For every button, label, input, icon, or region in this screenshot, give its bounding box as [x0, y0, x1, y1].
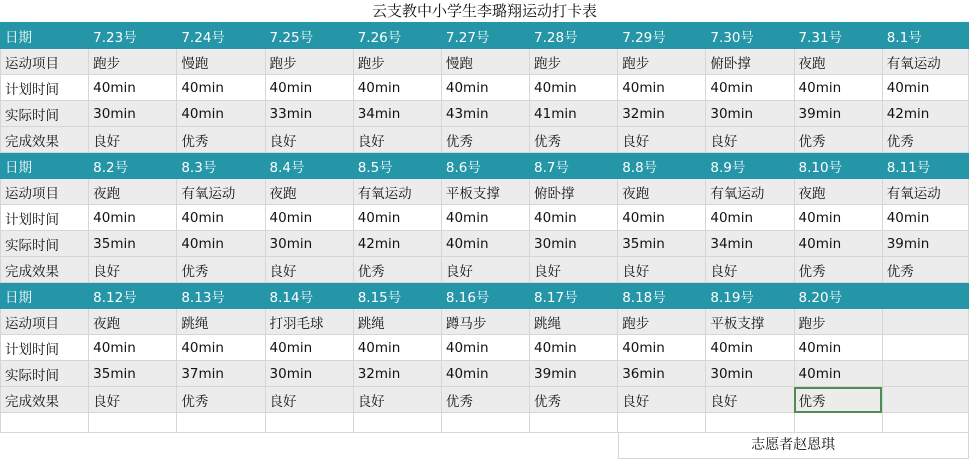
- effect-cell[interactable]: 优秀: [177, 257, 265, 283]
- planned-cell[interactable]: 40min: [353, 75, 441, 101]
- effect-cell[interactable]: 良好: [618, 387, 706, 413]
- header-date-cell[interactable]: 7.30号: [706, 23, 794, 49]
- planned-cell[interactable]: 40min: [530, 75, 618, 101]
- effect-cell-empty[interactable]: [882, 387, 968, 413]
- actual-cell[interactable]: 36min: [618, 361, 706, 387]
- item-cell[interactable]: 俯卧撑: [706, 49, 794, 75]
- table-row: [1, 75, 969, 101]
- table-row: [1, 309, 969, 335]
- effect-cell[interactable]: 优秀: [441, 387, 529, 413]
- actual-cell[interactable]: 30min: [265, 231, 353, 257]
- item-cell[interactable]: 跑步: [265, 49, 353, 75]
- table-row: [1, 335, 969, 361]
- actual-cell[interactable]: 42min: [353, 231, 441, 257]
- table-row: [1, 49, 969, 75]
- actual-cell[interactable]: 40min: [441, 231, 529, 257]
- planned-cell[interactable]: 40min: [706, 75, 794, 101]
- actual-cell[interactable]: 35min: [618, 231, 706, 257]
- item-cell[interactable]: 有氧运动: [882, 179, 968, 205]
- planned-cell[interactable]: 40min: [530, 335, 618, 361]
- header-date-cell-empty[interactable]: [882, 283, 968, 309]
- planned-cell[interactable]: 40min: [353, 335, 441, 361]
- row-label-actual: 实际时间: [1, 101, 89, 127]
- spacer-cell: [353, 433, 441, 459]
- table-header-row: [1, 283, 969, 309]
- effect-cell[interactable]: 良好: [530, 257, 618, 283]
- actual-cell[interactable]: 30min: [89, 101, 177, 127]
- item-cell[interactable]: 有氧运动: [882, 49, 968, 75]
- header-date-cell[interactable]: 8.7号: [530, 153, 618, 179]
- item-cell[interactable]: 跳绳: [177, 309, 265, 335]
- item-cell[interactable]: 跑步: [530, 49, 618, 75]
- actual-cell[interactable]: 30min: [265, 361, 353, 387]
- header-date-cell[interactable]: 7.24号: [177, 23, 265, 49]
- planned-cell[interactable]: 40min: [177, 205, 265, 231]
- table-header-row: [1, 153, 969, 179]
- header-date-cell[interactable]: 7.23号: [89, 23, 177, 49]
- actual-cell[interactable]: 40min: [177, 101, 265, 127]
- header-date-cell[interactable]: 8.18号: [618, 283, 706, 309]
- row-label-actual: 实际时间: [1, 361, 89, 387]
- actual-cell[interactable]: 39min: [794, 101, 882, 127]
- planned-cell[interactable]: 40min: [89, 205, 177, 231]
- spacer-cell: [177, 433, 265, 459]
- effect-cell[interactable]: 良好: [265, 127, 353, 153]
- header-date-cell[interactable]: 7.26号: [353, 23, 441, 49]
- item-cell[interactable]: 夜跑: [794, 179, 882, 205]
- planned-cell[interactable]: 40min: [530, 205, 618, 231]
- row-label-date: 日期: [1, 283, 89, 309]
- table-row: [1, 361, 969, 387]
- actual-cell[interactable]: 30min: [706, 361, 794, 387]
- effect-cell[interactable]: 优秀: [530, 387, 618, 413]
- effect-cell[interactable]: 优秀: [441, 127, 529, 153]
- header-date-cell[interactable]: 8.10号: [794, 153, 882, 179]
- actual-cell[interactable]: 40min: [441, 361, 529, 387]
- planned-cell[interactable]: 40min: [618, 75, 706, 101]
- header-date-cell[interactable]: 7.25号: [265, 23, 353, 49]
- planned-cell[interactable]: 40min: [618, 205, 706, 231]
- row-label-effect: 完成效果: [1, 387, 89, 413]
- signature-row: [1, 433, 969, 459]
- effect-cell[interactable]: 良好: [353, 387, 441, 413]
- header-date-cell[interactable]: 8.14号: [265, 283, 353, 309]
- actual-cell[interactable]: 40min: [794, 361, 882, 387]
- effect-cell[interactable]: 优秀: [177, 387, 265, 413]
- effect-cell[interactable]: 优秀: [794, 257, 882, 283]
- volunteer-signature[interactable]: 志愿者赵恩琪: [618, 433, 969, 459]
- row-label-planned: 计划时间: [1, 75, 89, 101]
- planned-cell[interactable]: 40min: [265, 205, 353, 231]
- actual-cell[interactable]: 35min: [89, 361, 177, 387]
- item-cell[interactable]: 平板支撑: [706, 309, 794, 335]
- planned-cell[interactable]: 40min: [177, 335, 265, 361]
- item-cell[interactable]: 有氧运动: [706, 179, 794, 205]
- table-row: [1, 205, 969, 231]
- planned-cell[interactable]: 40min: [882, 75, 968, 101]
- row-label-planned: 计划时间: [1, 205, 89, 231]
- item-cell[interactable]: 跑步: [794, 309, 882, 335]
- actual-cell[interactable]: 32min: [618, 101, 706, 127]
- actual-cell[interactable]: 34min: [706, 231, 794, 257]
- table-row: [1, 231, 969, 257]
- actual-cell[interactable]: 33min: [265, 101, 353, 127]
- row-label-date: 日期: [1, 153, 89, 179]
- header-date-cell[interactable]: 8.4号: [265, 153, 353, 179]
- header-date-cell[interactable]: 8.1号: [882, 23, 968, 49]
- header-date-cell[interactable]: 8.6号: [441, 153, 529, 179]
- item-cell[interactable]: 夜跑: [89, 179, 177, 205]
- planned-cell[interactable]: 40min: [89, 335, 177, 361]
- row-label-date: 日期: [1, 23, 89, 49]
- actual-cell[interactable]: 41min: [530, 101, 618, 127]
- row-label-planned: 计划时间: [1, 335, 89, 361]
- header-date-cell[interactable]: 7.31号: [794, 23, 882, 49]
- effect-cell[interactable]: 良好: [441, 257, 529, 283]
- actual-cell[interactable]: 42min: [882, 101, 968, 127]
- header-date-cell[interactable]: 7.27号: [441, 23, 529, 49]
- attendance-table: [0, 22, 969, 459]
- header-date-cell[interactable]: 8.20号: [794, 283, 882, 309]
- table-row: [1, 257, 969, 283]
- planned-cell[interactable]: 40min: [441, 75, 529, 101]
- planned-cell[interactable]: 40min: [441, 335, 529, 361]
- item-cell[interactable]: 蹲马步: [441, 309, 529, 335]
- planned-cell[interactable]: 40min: [794, 335, 882, 361]
- planned-cell-empty[interactable]: [882, 335, 968, 361]
- actual-cell[interactable]: 35min: [89, 231, 177, 257]
- effect-cell[interactable]: 良好: [618, 257, 706, 283]
- item-cell[interactable]: 有氧运动: [177, 179, 265, 205]
- planned-cell[interactable]: 40min: [441, 205, 529, 231]
- effect-cell[interactable]: 良好: [706, 387, 794, 413]
- item-cell[interactable]: 夜跑: [265, 179, 353, 205]
- header-date-cell[interactable]: 8.15号: [353, 283, 441, 309]
- item-cell[interactable]: 打羽毛球: [265, 309, 353, 335]
- effect-cell[interactable]: 优秀: [177, 127, 265, 153]
- actual-cell[interactable]: 30min: [530, 231, 618, 257]
- spacer-cell: [530, 433, 618, 459]
- table-row: [1, 101, 969, 127]
- item-cell[interactable]: 平板支撑: [441, 179, 529, 205]
- item-cell-empty[interactable]: [882, 309, 968, 335]
- header-date-cell[interactable]: 8.17号: [530, 283, 618, 309]
- effect-cell[interactable]: 良好: [353, 127, 441, 153]
- header-date-cell[interactable]: 8.5号: [353, 153, 441, 179]
- spacer-cell: [1, 433, 89, 459]
- actual-cell-empty[interactable]: [882, 361, 968, 387]
- effect-cell[interactable]: 优秀: [794, 127, 882, 153]
- effect-cell[interactable]: 良好: [265, 257, 353, 283]
- row-label-item: 运动项目: [1, 309, 89, 335]
- item-cell[interactable]: 俯卧撑: [530, 179, 618, 205]
- row-label-effect: 完成效果: [1, 127, 89, 153]
- effect-cell[interactable]: 优秀: [882, 127, 968, 153]
- table-row: [1, 127, 969, 153]
- row-label-actual: 实际时间: [1, 231, 89, 257]
- planned-cell[interactable]: 40min: [706, 205, 794, 231]
- planned-cell[interactable]: 40min: [177, 75, 265, 101]
- row-label-item: 运动项目: [1, 179, 89, 205]
- header-date-cell[interactable]: 8.8号: [618, 153, 706, 179]
- actual-cell[interactable]: 43min: [441, 101, 529, 127]
- item-cell[interactable]: 夜跑: [794, 49, 882, 75]
- actual-cell[interactable]: 40min: [794, 231, 882, 257]
- effect-cell[interactable]: 良好: [706, 127, 794, 153]
- page-title: 云支教中小学生李璐翔运动打卡表: [0, 0, 969, 22]
- header-date-cell[interactable]: 7.29号: [618, 23, 706, 49]
- item-cell[interactable]: 跑步: [353, 49, 441, 75]
- effect-cell[interactable]: 良好: [265, 387, 353, 413]
- effect-cell[interactable]: 良好: [618, 127, 706, 153]
- header-date-cell[interactable]: 8.13号: [177, 283, 265, 309]
- header-date-cell[interactable]: 8.11号: [882, 153, 968, 179]
- item-cell[interactable]: 有氧运动: [353, 179, 441, 205]
- effect-cell[interactable]: 良好: [706, 257, 794, 283]
- actual-cell[interactable]: 30min: [706, 101, 794, 127]
- header-date-cell[interactable]: 8.9号: [706, 153, 794, 179]
- planned-cell[interactable]: 40min: [794, 75, 882, 101]
- header-date-cell[interactable]: 8.2号: [89, 153, 177, 179]
- table-header-row: [1, 23, 969, 49]
- actual-cell[interactable]: 39min: [530, 361, 618, 387]
- effect-cell[interactable]: 优秀: [530, 127, 618, 153]
- planned-cell[interactable]: 40min: [618, 335, 706, 361]
- effect-cell[interactable]: 良好: [89, 387, 177, 413]
- item-cell[interactable]: 跑步: [89, 49, 177, 75]
- actual-cell[interactable]: 34min: [353, 101, 441, 127]
- selected-cell[interactable]: 优秀: [794, 387, 882, 413]
- item-cell[interactable]: 跑步: [618, 49, 706, 75]
- planned-cell[interactable]: 40min: [89, 75, 177, 101]
- planned-cell[interactable]: 40min: [794, 205, 882, 231]
- table-row: [1, 179, 969, 205]
- planned-cell[interactable]: 40min: [706, 335, 794, 361]
- header-date-cell[interactable]: 8.19号: [706, 283, 794, 309]
- item-cell[interactable]: 慢跑: [177, 49, 265, 75]
- effect-cell[interactable]: 良好: [89, 257, 177, 283]
- planned-cell[interactable]: 40min: [353, 205, 441, 231]
- planned-cell[interactable]: 40min: [265, 335, 353, 361]
- effect-cell[interactable]: 良好: [89, 127, 177, 153]
- actual-cell[interactable]: 37min: [177, 361, 265, 387]
- header-date-cell[interactable]: 8.3号: [177, 153, 265, 179]
- effect-cell[interactable]: 优秀: [882, 257, 968, 283]
- header-date-cell[interactable]: 8.12号: [89, 283, 177, 309]
- spacer-cell: [441, 433, 529, 459]
- header-date-cell[interactable]: 8.16号: [441, 283, 529, 309]
- item-cell[interactable]: 跑步: [618, 309, 706, 335]
- planned-cell[interactable]: 40min: [882, 205, 968, 231]
- header-date-cell[interactable]: 7.28号: [530, 23, 618, 49]
- item-cell[interactable]: 跳绳: [353, 309, 441, 335]
- item-cell[interactable]: 慢跑: [441, 49, 529, 75]
- row-label-item: 运动项目: [1, 49, 89, 75]
- spacer-cell: [265, 433, 353, 459]
- spacer-cell: [89, 433, 177, 459]
- effect-cell[interactable]: 优秀: [353, 257, 441, 283]
- planned-cell[interactable]: 40min: [265, 75, 353, 101]
- actual-cell[interactable]: 32min: [353, 361, 441, 387]
- item-cell[interactable]: 夜跑: [618, 179, 706, 205]
- item-cell[interactable]: 夜跑: [89, 309, 177, 335]
- row-label-effect: 完成效果: [1, 257, 89, 283]
- actual-cell[interactable]: 40min: [177, 231, 265, 257]
- table-row: [1, 387, 969, 413]
- actual-cell[interactable]: 39min: [882, 231, 968, 257]
- item-cell[interactable]: 跳绳: [530, 309, 618, 335]
